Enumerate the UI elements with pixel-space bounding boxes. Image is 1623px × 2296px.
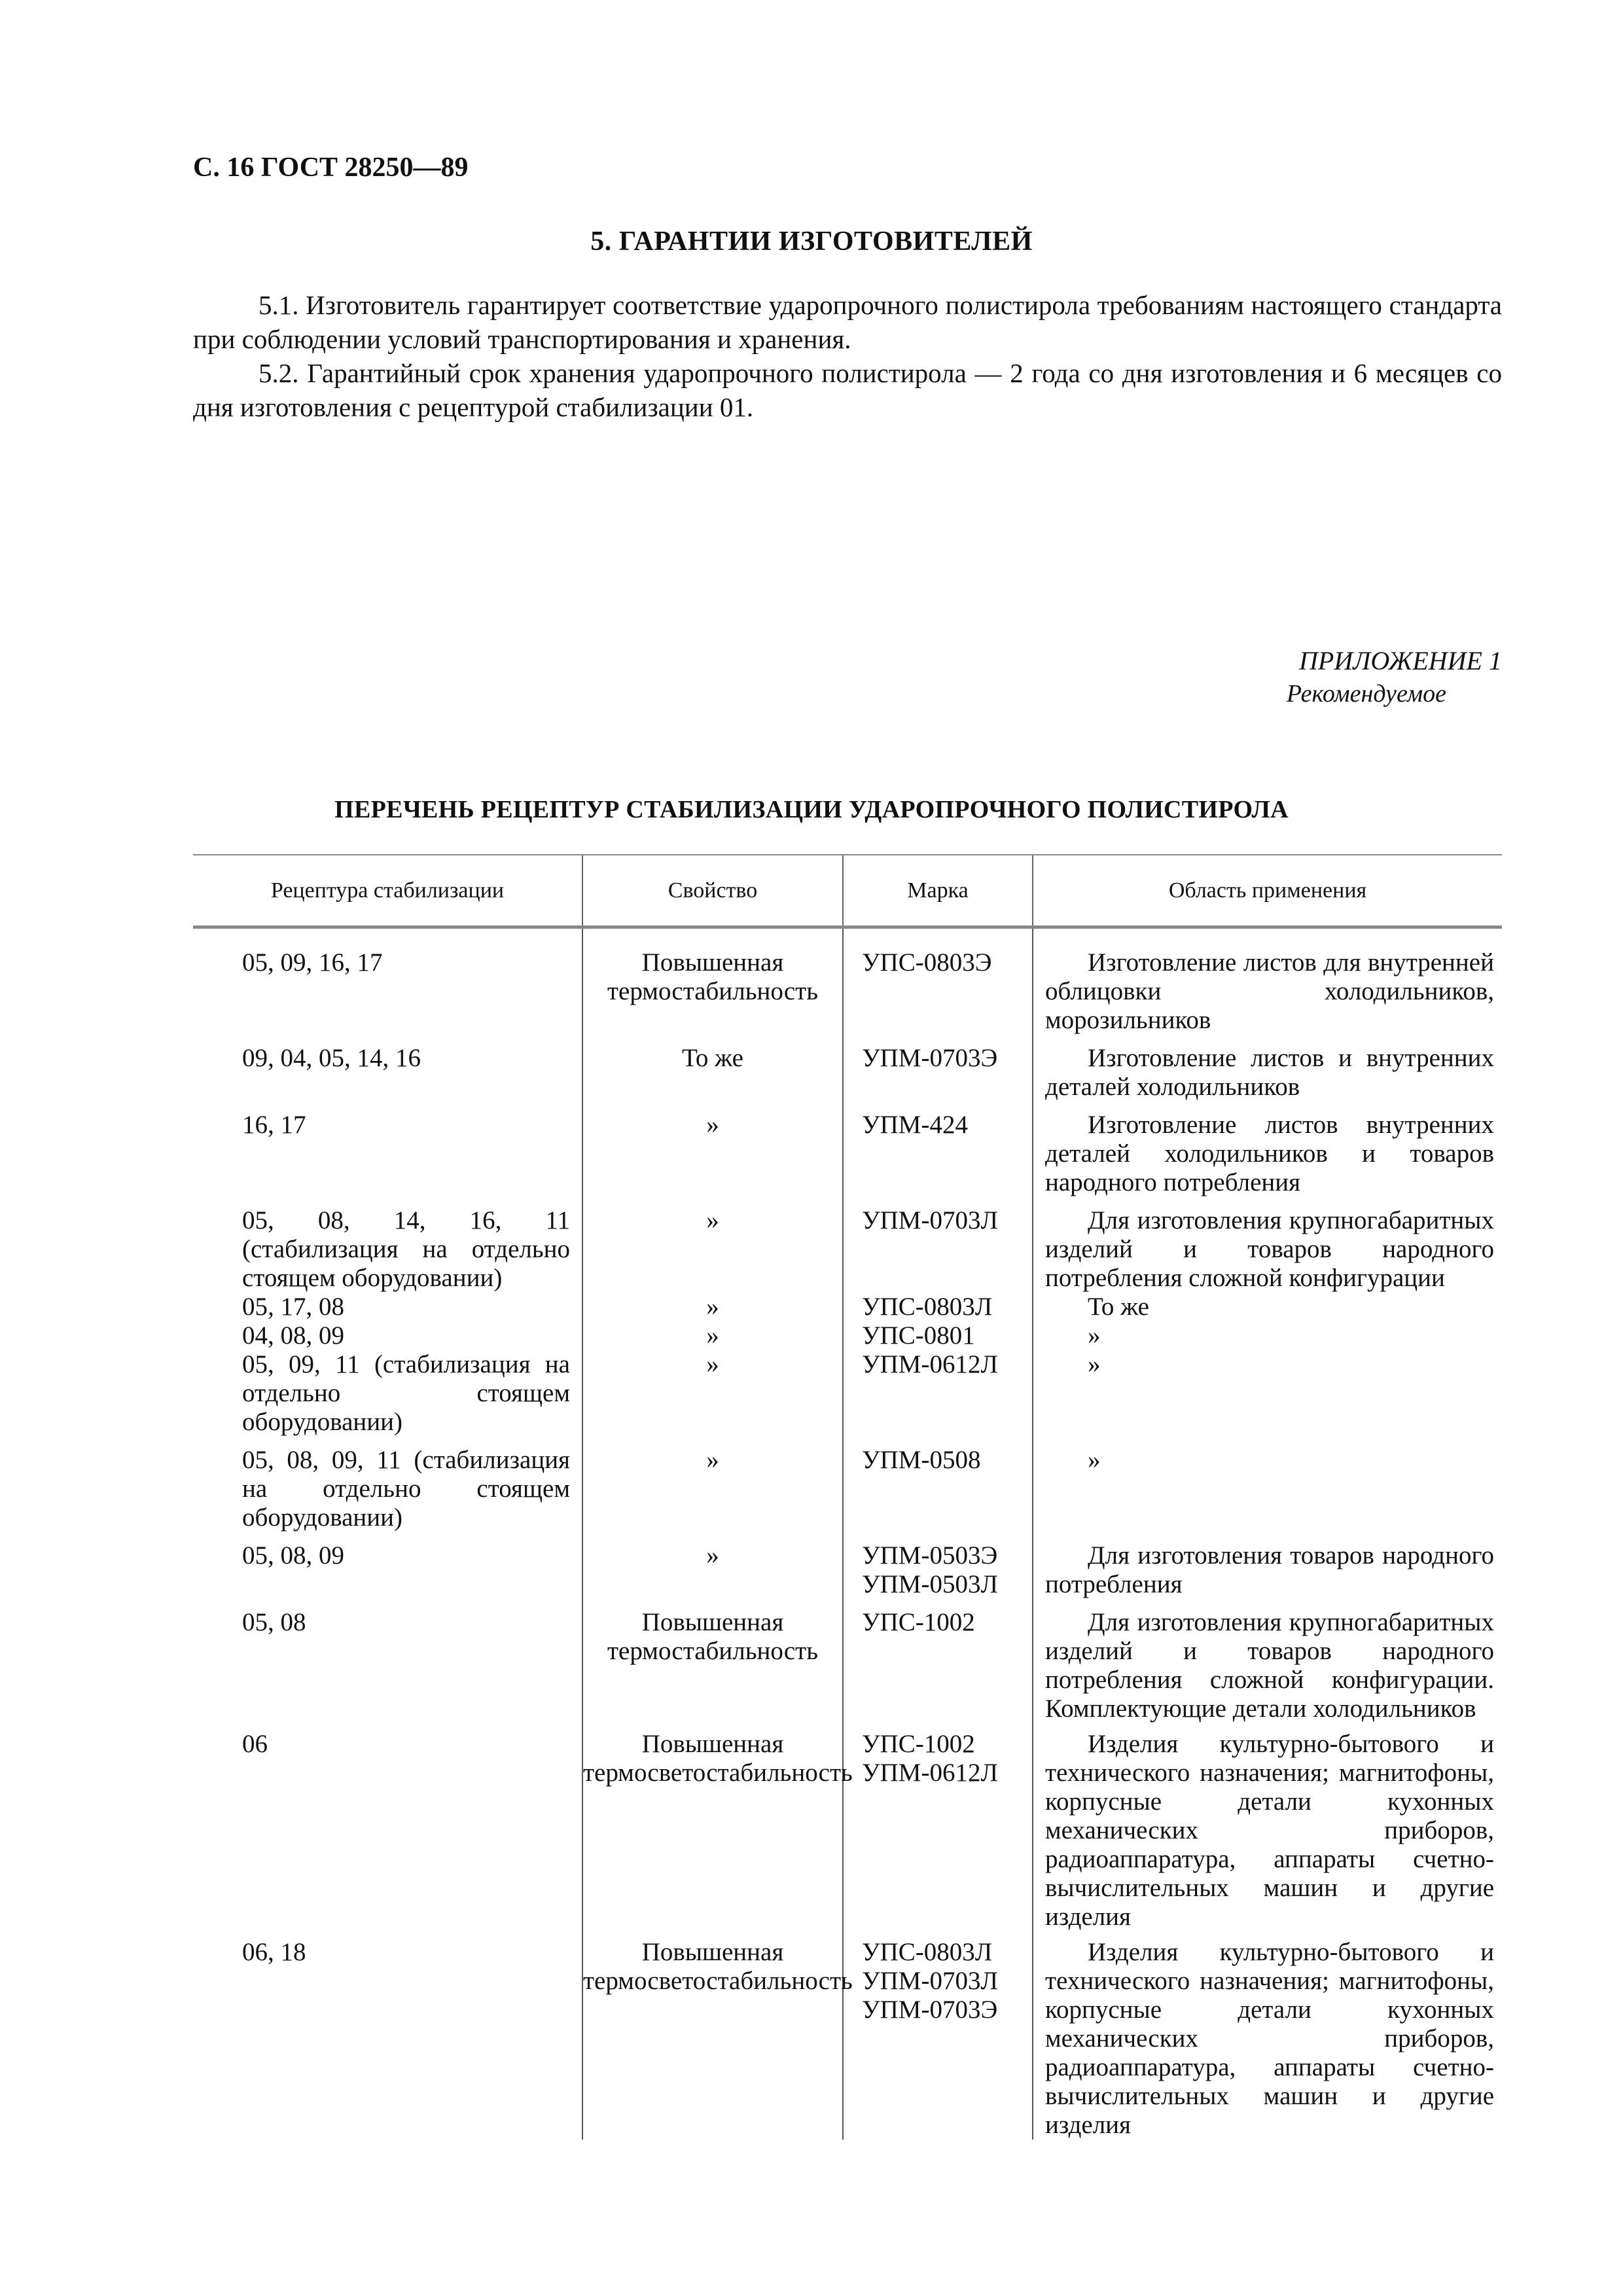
brand-cell bbox=[843, 1437, 1033, 1532]
appendix-title: ПРИЛОЖЕНИЕ 1 bbox=[1299, 646, 1502, 675]
property-cell: То же bbox=[582, 1035, 843, 1102]
brand-cell bbox=[843, 927, 1033, 1035]
table-row bbox=[193, 1437, 1502, 1532]
application-text: Для изготовления крупногабаритных изделий и товаров народного потребления сложной конфигурации bbox=[1045, 1206, 1494, 1292]
property-cell: Повышенная термосветостабильность bbox=[582, 1931, 843, 2140]
brand-name: УПМ-0612Л bbox=[862, 1759, 998, 1787]
application-cell bbox=[1033, 1350, 1502, 1437]
recipe-cell: 04, 08, 09 bbox=[242, 1321, 344, 1350]
appendix-status: Рекомендуемое bbox=[1286, 680, 1446, 708]
brand-name: УПМ-0703Э bbox=[862, 1996, 998, 2024]
recipe-cell: 06, 18 bbox=[242, 1938, 306, 1966]
application-cell bbox=[1033, 1321, 1502, 1350]
property-cell: Повышенная термостабильность bbox=[582, 1599, 843, 1723]
property-cell: » bbox=[582, 1293, 843, 1321]
brand-name: УПС-0803Л bbox=[862, 1938, 993, 1966]
application-cell bbox=[1033, 1532, 1502, 1599]
recipe-cell: 05, 08, 09 bbox=[242, 1541, 344, 1570]
brand-name: УПМ-0508 bbox=[862, 1446, 981, 1474]
table-header-row bbox=[193, 855, 1502, 927]
brand-name: УПМ-0503Э bbox=[862, 1541, 998, 1570]
application-text: Для изготовления крупногабаритных изделий и товаров народного потребления сложной конфигурации. Комплектующие детали холодильников bbox=[1045, 1608, 1494, 1723]
brand-name: УПМ-424 bbox=[862, 1111, 968, 1139]
table-row bbox=[193, 1293, 1502, 1321]
property-cell: » bbox=[582, 1321, 843, 1350]
brand-cell bbox=[843, 1035, 1033, 1102]
table-row bbox=[193, 1723, 1502, 1931]
recipe-cell: 05, 09, 16, 17 bbox=[242, 948, 383, 977]
brand-name: УПС-1002 bbox=[862, 1730, 975, 1758]
brand-name: УПМ-0703Л bbox=[862, 1206, 998, 1234]
brand-cell bbox=[843, 1293, 1033, 1321]
header-recipe: Рецептура стабилизации bbox=[193, 855, 582, 927]
section-title: 5. ГАРАНТИИ ИЗГОТОВИТЕЛЕЙ bbox=[590, 226, 1033, 257]
page-header: С. 16 ГОСТ 28250—89 bbox=[193, 152, 469, 183]
recipe-cell: 05, 08, 14, 16, 11 (стабилизация на отдельно стоящем оборудовании) bbox=[242, 1206, 570, 1292]
body-text bbox=[193, 288, 1502, 424]
property-cell: » bbox=[582, 1102, 843, 1197]
application-text: Изготовление листов и внутренних деталей холодильников bbox=[1045, 1044, 1494, 1101]
brand-name: УПМ-0703Э bbox=[862, 1044, 998, 1072]
application-text: Изготовление листов внутренних деталей холодильников и товаров народного потребления bbox=[1045, 1111, 1494, 1196]
application-text: » bbox=[1088, 1350, 1101, 1378]
application-text: » bbox=[1088, 1446, 1101, 1474]
table-row bbox=[193, 1350, 1502, 1437]
paragraph-5-1: 5.1. Изготовитель гарантирует соответствие ударопрочного полистирола требованиям настоящего стандарта при соблюдении условий транспортирования и хранения. bbox=[193, 290, 1502, 354]
brand-name: УПС-1002 bbox=[862, 1608, 975, 1636]
table-row bbox=[193, 1102, 1502, 1197]
brand-cell bbox=[843, 1931, 1033, 2140]
header-brand: Марка bbox=[843, 855, 1033, 927]
recipe-cell: 09, 04, 05, 14, 16 bbox=[242, 1044, 421, 1072]
table-body bbox=[193, 927, 1502, 2140]
brand-cell bbox=[843, 1350, 1033, 1437]
brand-name: УПМ-0503Л bbox=[862, 1570, 998, 1598]
brand-cell bbox=[843, 1102, 1033, 1197]
header-application: Область применения bbox=[1033, 855, 1502, 927]
stabilization-table bbox=[193, 854, 1502, 2140]
table-row bbox=[193, 1931, 1502, 2140]
property-cell: » bbox=[582, 1437, 843, 1532]
recipe-cell: 05, 09, 11 (стабилизация на отдельно стоящем оборудовании) bbox=[242, 1350, 570, 1436]
table-row bbox=[193, 1599, 1502, 1723]
application-cell bbox=[1033, 1293, 1502, 1321]
brand-cell bbox=[843, 1599, 1033, 1723]
application-text: То же bbox=[1088, 1293, 1149, 1321]
recipe-cell: 06 bbox=[242, 1730, 268, 1758]
application-cell bbox=[1033, 927, 1502, 1035]
brand-cell bbox=[843, 1532, 1033, 1599]
property-cell: » bbox=[582, 1350, 843, 1437]
property-cell: » bbox=[582, 1197, 843, 1293]
application-cell bbox=[1033, 1599, 1502, 1723]
application-text: Для изготовления товаров народного потребления bbox=[1045, 1541, 1494, 1598]
table-title: ПЕРЕЧЕНЬ РЕЦЕПТУР СТАБИЛИЗАЦИИ УДАРОПРОЧНОГО ПОЛИСТИРОЛА bbox=[334, 796, 1289, 823]
brand-name: УПС-0801 bbox=[862, 1321, 975, 1350]
appendix-label bbox=[1287, 645, 1502, 710]
application-cell bbox=[1033, 1102, 1502, 1197]
table-row bbox=[193, 1321, 1502, 1350]
application-text: Изготовление листов для внутренней облицовки холодильников, морозильников bbox=[1045, 948, 1494, 1034]
header-property: Свойство bbox=[582, 855, 843, 927]
application-text: Изделия культурно-бытового и технического назначения; магнитофоны, корпусные детали кухонных механических приборов, радиоаппаратура, аппараты счетно-вычислительных машин и другие изделия bbox=[1045, 1938, 1494, 2139]
recipe-cell: 05, 17, 08 bbox=[242, 1293, 344, 1321]
property-cell: Повышенная термосветостабильность bbox=[582, 1723, 843, 1931]
brand-name: УПС-0803Э bbox=[862, 948, 992, 977]
recipe-cell: 05, 08 bbox=[242, 1608, 306, 1636]
brand-name: УПС-0803Л bbox=[862, 1293, 993, 1321]
recipe-cell: 05, 08, 09, 11 (стабилизация на отдельно стоящем оборудовании) bbox=[242, 1446, 570, 1532]
application-cell bbox=[1033, 1931, 1502, 2140]
table-row bbox=[193, 1197, 1502, 1293]
application-text: » bbox=[1088, 1321, 1101, 1350]
application-cell bbox=[1033, 1437, 1502, 1532]
brand-name: УПМ-0703Л bbox=[862, 1967, 998, 1995]
application-text: Изделия культурно-бытового и технического назначения; магнитофоны, корпусные детали кухонных механических приборов, радиоаппаратура, аппараты счетно-вычислительных машин и другие изделия bbox=[1045, 1730, 1494, 1931]
brand-name: УПМ-0612Л bbox=[862, 1350, 998, 1378]
paragraph-5-2: 5.2. Гарантийный срок хранения ударопрочного полистирола — 2 года со дня изготовления и 6 месяцев со дня изготовления с рецептурой стабилизации 01. bbox=[193, 358, 1502, 422]
table-row bbox=[193, 1532, 1502, 1599]
brand-cell bbox=[843, 1197, 1033, 1293]
table-row bbox=[193, 1035, 1502, 1102]
property-cell: » bbox=[582, 1532, 843, 1599]
brand-cell bbox=[843, 1321, 1033, 1350]
application-cell bbox=[1033, 1197, 1502, 1293]
table-row bbox=[193, 927, 1502, 1035]
property-cell: Повышенная термостабильность bbox=[582, 927, 843, 1035]
application-cell bbox=[1033, 1723, 1502, 1931]
brand-cell bbox=[843, 1723, 1033, 1931]
application-cell bbox=[1033, 1035, 1502, 1102]
recipe-cell: 16, 17 bbox=[242, 1111, 306, 1139]
